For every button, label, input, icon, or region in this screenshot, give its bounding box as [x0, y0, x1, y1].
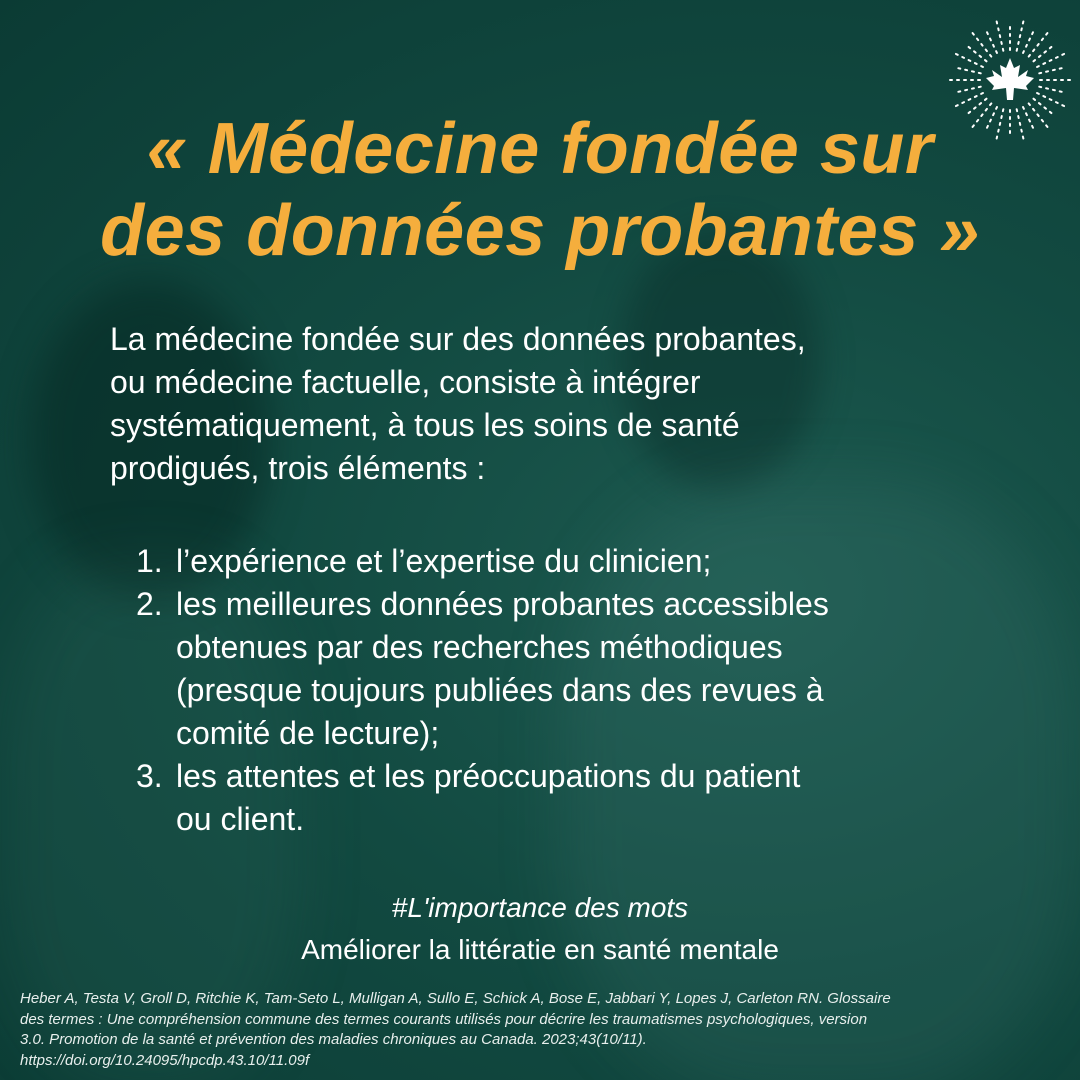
citation-line: des termes : Une compréhension commune des termes courants utilisés pour décrire les traumatismes psychologiques, version [20, 1010, 868, 1028]
list-line: les meilleures données probantes accessibles [176, 586, 829, 622]
citation-line: Heber A, Testa V, Groll D, Ritchie K, Tam-Seto L, Mulligan A, Sullo E, Schick A, Bose E, Jabbari Y, Lopes J, Carleton RN. Glossaire [20, 990, 891, 1007]
intro-line: ou médecine factuelle, consiste à intégrer [110, 364, 701, 400]
intro-line: prodigués, trois éléments : [110, 450, 486, 486]
list-number: 1. [136, 543, 163, 579]
intro-paragraph [110, 318, 1010, 490]
page-title [40, 108, 1040, 272]
title-line: des données probantes » [100, 191, 980, 271]
list-line: obtenues par des recherches méthodiques [176, 629, 783, 665]
list-text [176, 755, 1036, 841]
list-text [176, 583, 1036, 755]
list-line: l’expérience et l’expertise du clinicien; [176, 543, 712, 579]
list-item [136, 755, 1036, 841]
citation-link[interactable]: https://doi.org/10.24095/hpcdp.43.10/11.09f [20, 1051, 310, 1069]
list-line: ou client. [176, 801, 305, 837]
list-number: 3. [136, 758, 163, 794]
title-line: « Médecine fondée sur [146, 109, 934, 189]
citation-line: 3.0. Promotion de la santé et prévention des maladies chroniques au Canada. 2023;43(10/11). [20, 1031, 647, 1048]
citation [20, 989, 1065, 1071]
elements-list [136, 540, 1036, 841]
list-item [136, 540, 1036, 583]
intro-line: systématiquement, à tous les soins de santé [110, 407, 740, 443]
list-text [176, 540, 1036, 583]
hashtag: #L'importance des mots [391, 892, 689, 923]
list-item [136, 583, 1036, 755]
list-line: comité de lecture); [176, 715, 440, 751]
list-line: (presque toujours publiées dans des revues à [176, 672, 824, 708]
list-line: les attentes et les préoccupations du patient [176, 758, 801, 794]
campaign-subtitle: Améliorer la littératie en santé mentale [301, 934, 779, 965]
list-number: 2. [136, 586, 163, 622]
intro-line: La médecine fondée sur des données probantes, [110, 321, 806, 357]
